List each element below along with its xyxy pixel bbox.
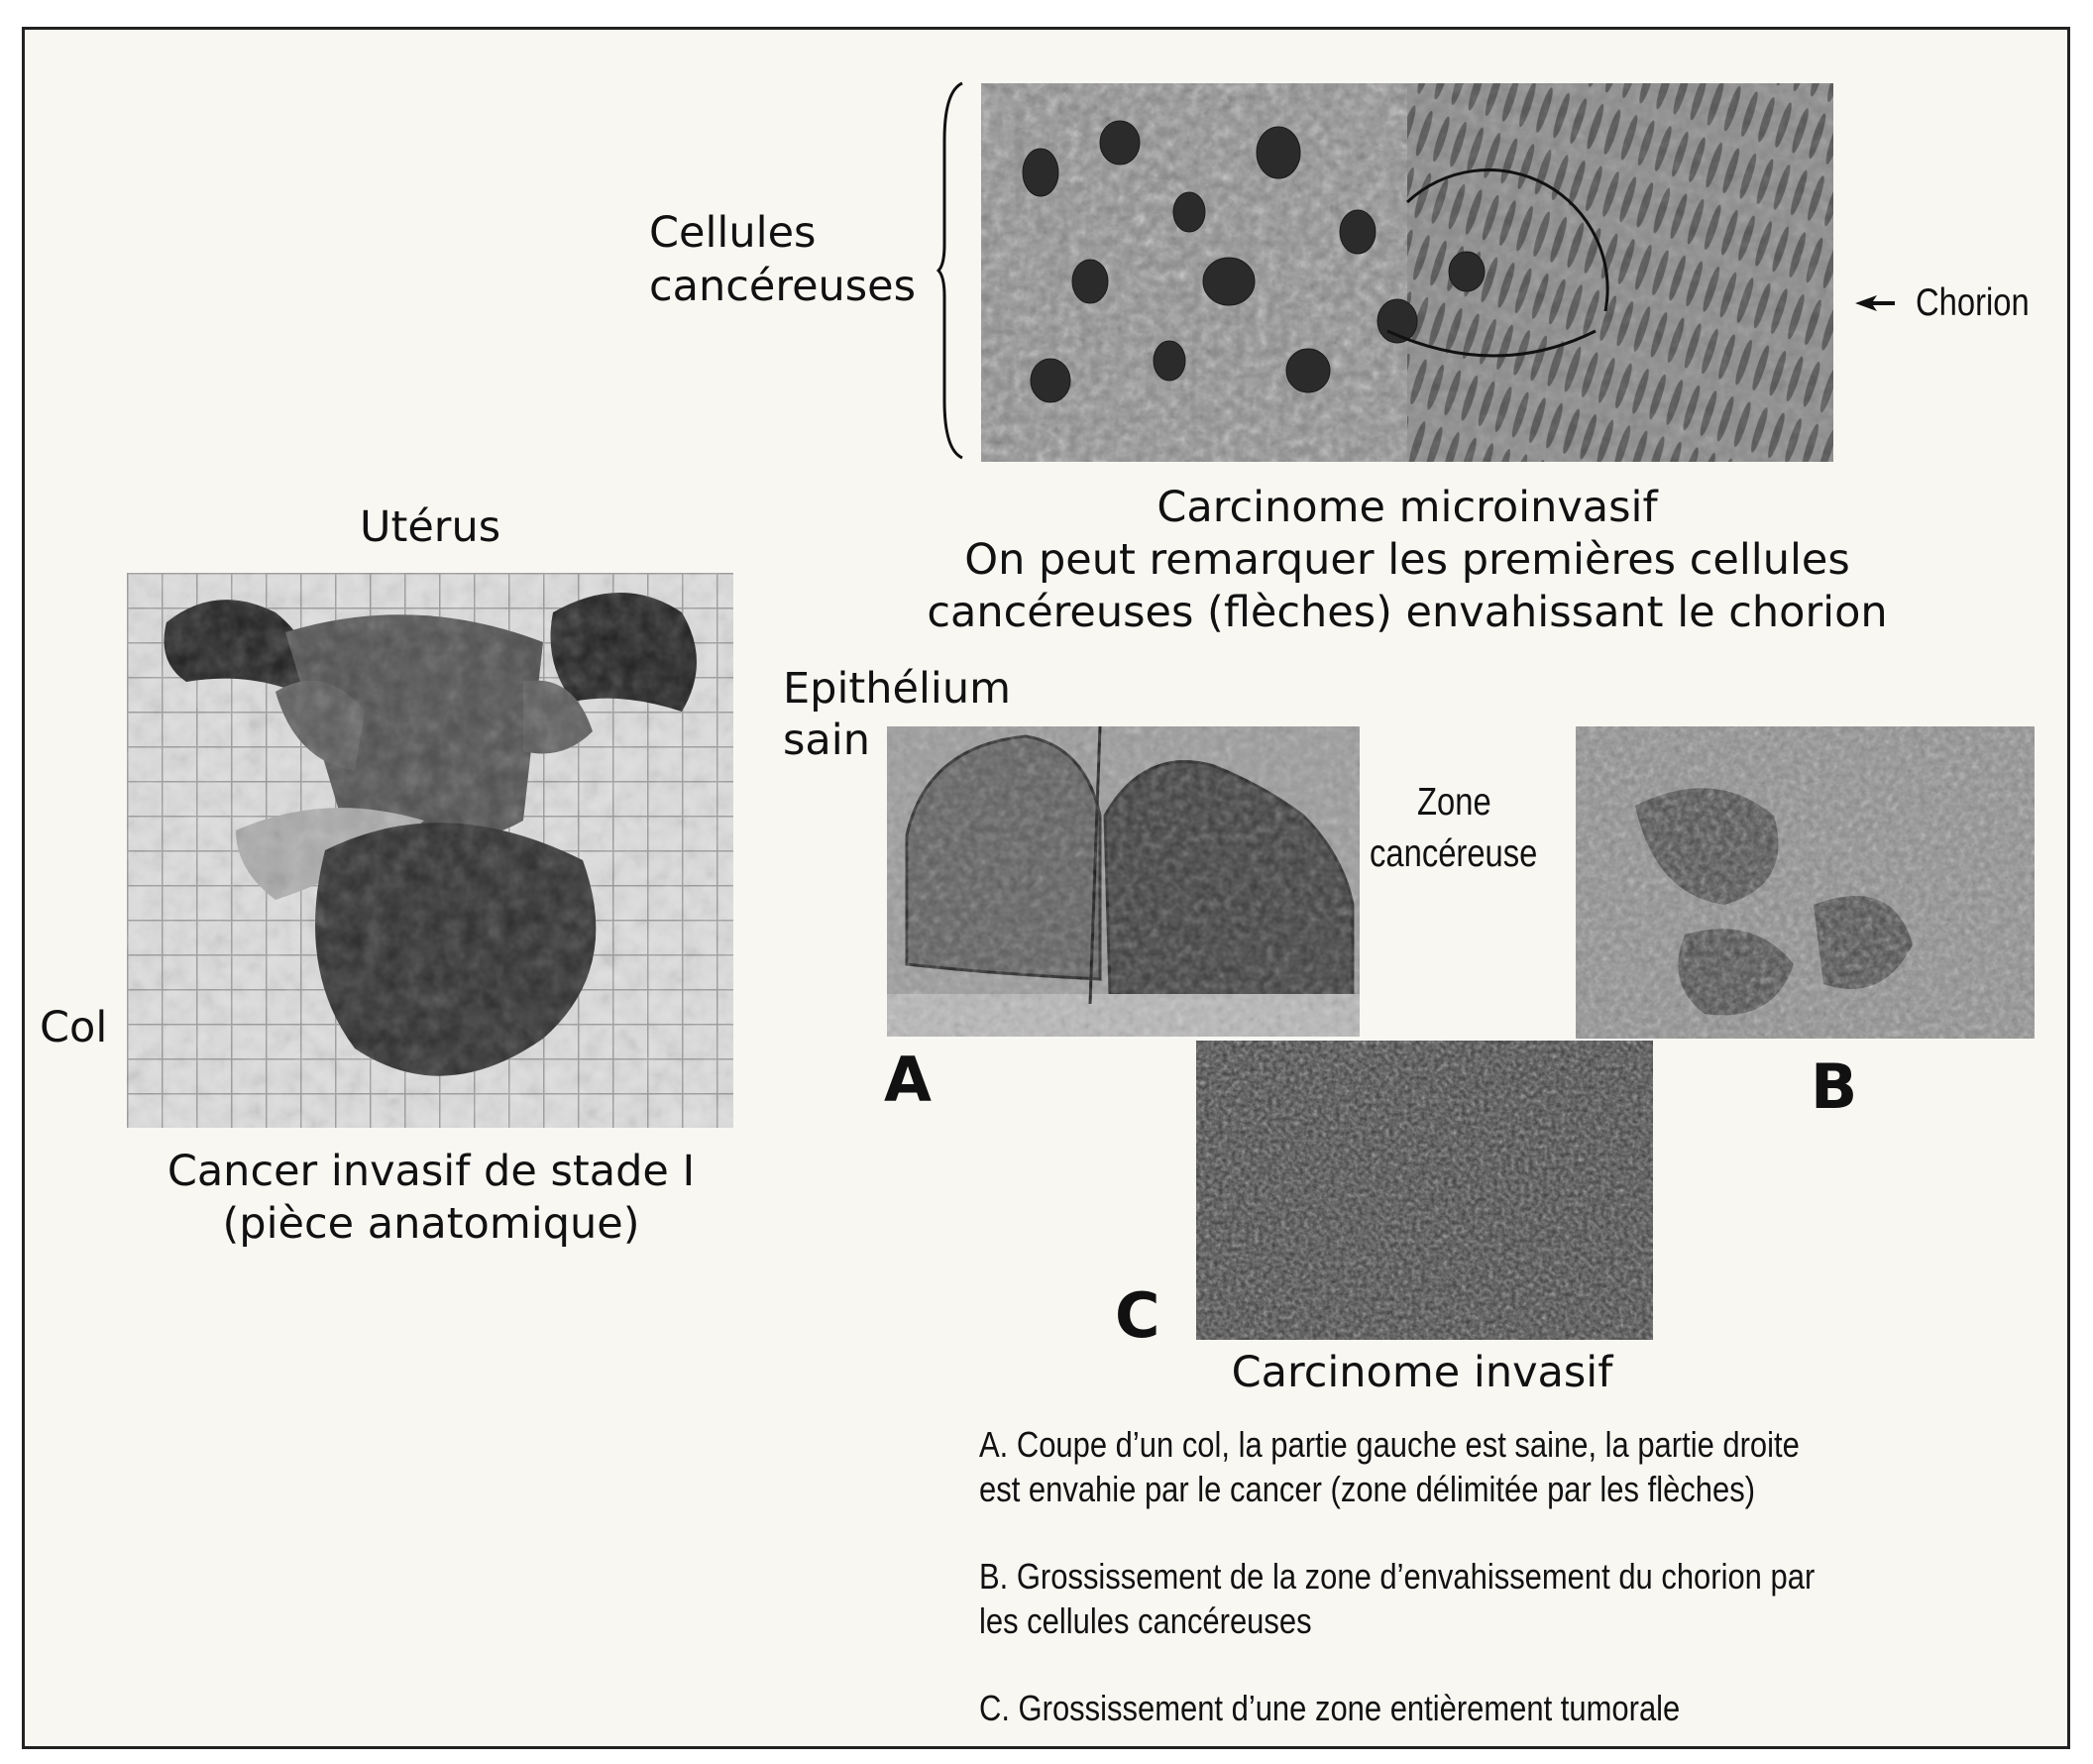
note-b-2: les cellules cancéreuses: [979, 1600, 1312, 1641]
label-cellules-2: cancéreuses: [649, 262, 917, 311]
caption-stade-1: Cancer invasif de stade I: [166, 1147, 696, 1196]
letter-c: C: [1115, 1279, 1160, 1352]
note-b-1: B. Grossissement de la zone d’envahissement du chorion par: [979, 1556, 1816, 1597]
specimen-photo: [127, 573, 733, 1128]
label-uterus: Utérus: [360, 502, 501, 552]
label-epithelium-2: sain: [783, 716, 870, 765]
label-cellules-1: Cellules: [649, 208, 817, 258]
label-epithelium-1: Epithélium: [783, 664, 1012, 714]
micrograph-b: [1576, 726, 2035, 1039]
micrograph-c: [1196, 1041, 1653, 1340]
caption-invasif: Carcinome invasif: [1231, 1348, 1613, 1397]
note-a-1: A. Coupe d’un col, la partie gauche est saine, la partie droite: [979, 1424, 1800, 1465]
arrow-chorion-icon: [1855, 293, 1895, 313]
label-zone-1: Zone: [1417, 781, 1491, 824]
letter-a: A: [884, 1044, 932, 1116]
note-c-1: C. Grossissement d’une zone entièrement tumorale: [979, 1688, 1681, 1728]
micrograph-a: [887, 726, 1360, 1037]
caption-microinvasif-3: cancéreuses (flèches) envahissant le chorion: [927, 588, 1888, 637]
label-zone-2: cancéreuse: [1370, 832, 1538, 875]
letter-b: B: [1811, 1050, 1858, 1123]
label-chorion: Chorion: [1916, 281, 2030, 324]
brace-cellules: [936, 81, 966, 460]
caption-microinvasif-1: Carcinome microinvasif: [1157, 483, 1658, 532]
label-col: Col: [40, 1003, 108, 1052]
micrograph-microinvasif: [981, 83, 1833, 462]
caption-stade-2: (pièce anatomique): [222, 1199, 640, 1249]
caption-microinvasif-2: On peut remarquer les premières cellules: [964, 535, 1850, 585]
note-a-2: est envahie par le cancer (zone délimitée par les flèches): [979, 1469, 1756, 1509]
